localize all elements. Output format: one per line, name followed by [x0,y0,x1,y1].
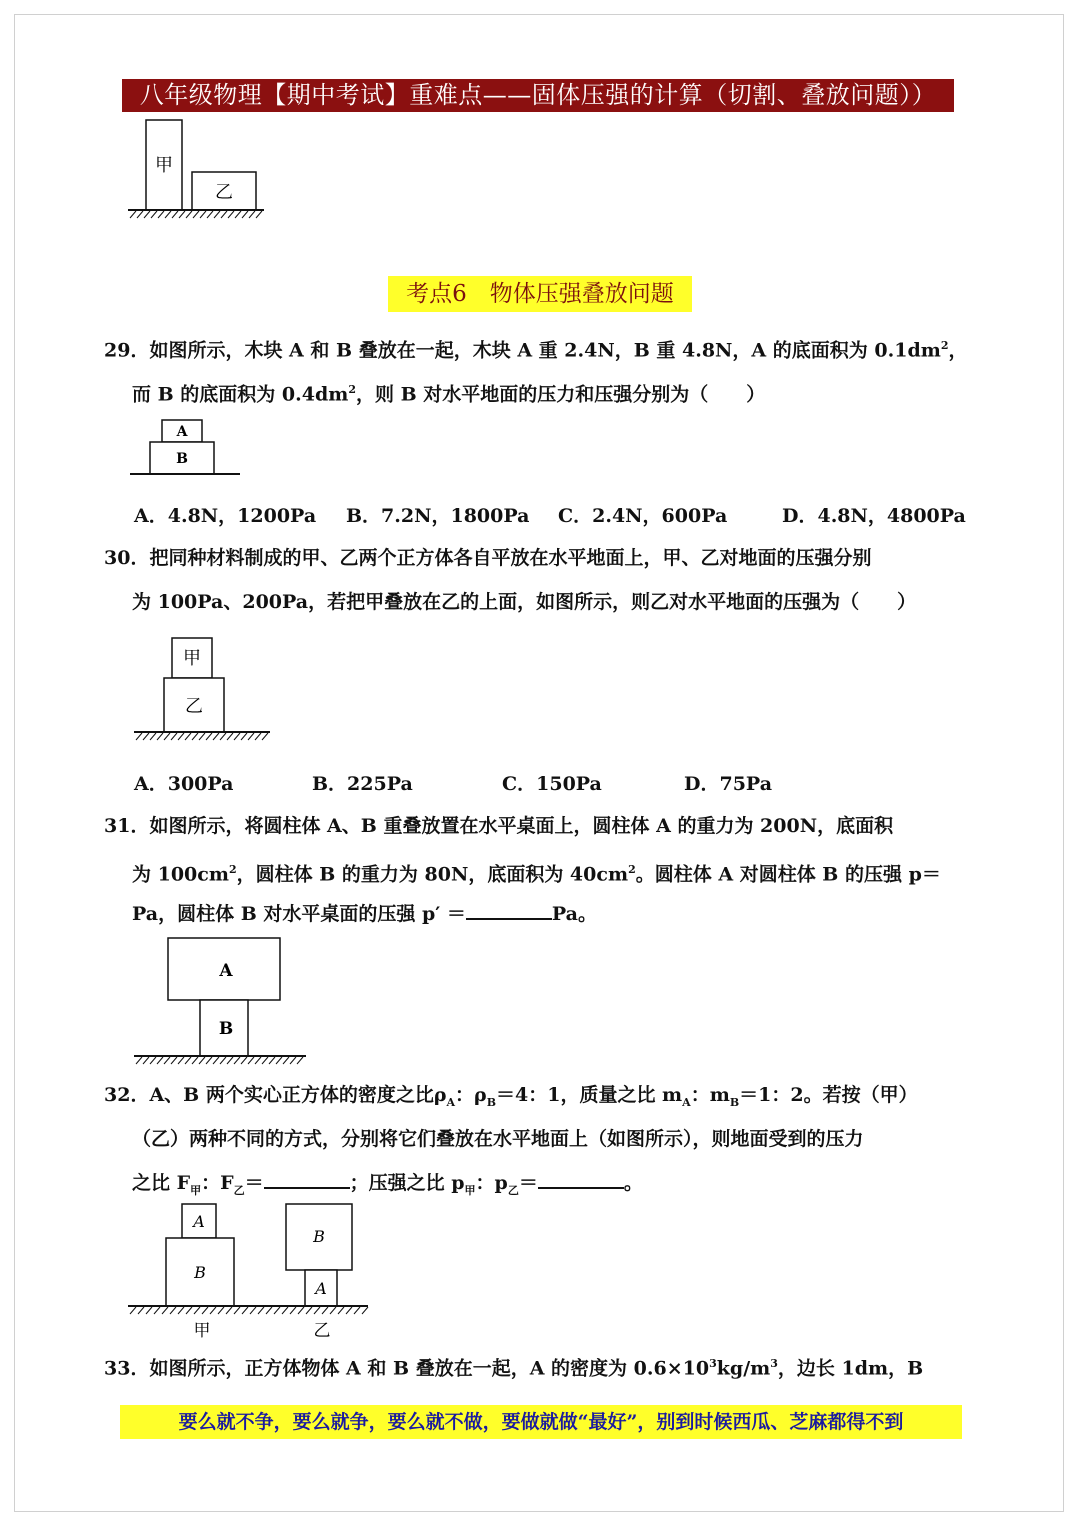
section-title: 考点6 物体压强叠放问题 [388,276,692,312]
q32-pressure-ratio-blank[interactable] [538,1167,624,1189]
q30-option-b[interactable]: B．225Pa [312,773,413,795]
top-figure [124,114,270,224]
q29-option-d[interactable]: D．4.8N，4800Pa [782,505,966,527]
q32-jia-b-label: B [194,1263,206,1282]
block-jia-label: 甲 [155,155,173,176]
q30-block-yi-label: 乙 [185,696,203,717]
q29-option-b[interactable]: B．7.2N，1800Pa [346,505,530,527]
q32-figure [124,1196,374,1342]
q29-options [134,501,980,531]
q30-block-jia-label: 甲 [183,648,201,669]
q31-cylinder-b-label: B [218,1019,234,1039]
q32-caption-yi: 乙 [313,1321,331,1341]
footer-motto: 要么就不争，要么就争，要么就不做，要做就做“最好”，别到时候西瓜、芝麻都得不到 [120,1405,962,1439]
q29-option-c[interactable]: C．2.4N，600Pa [558,505,728,527]
ground-hatch [130,211,262,218]
page-banner: 八年级物理【期中考试】重难点——固体压强的计算（切割、叠放问题）） [122,79,954,112]
q30-figure [130,634,276,748]
question-30: 30．把同种材料制成的甲、乙两个正方体各自平放在水平地面上，甲、乙对地面的压强分别 为 100Pa、200Pa，若把甲叠放在乙的上面，如图所示，则乙对水平地面的压强为（ ） [104,547,917,613]
question-33: 33．如图所示，正方体物体 A 和 B 叠放在一起，A 的密度为 $0.6\times 10^3kg/m^3$，边长 1dm，B [104,1357,924,1380]
q30-option-c[interactable]: C．150Pa [502,773,602,795]
q31-cylinder-a-label: A [219,961,233,981]
q30-option-d[interactable]: D．75Pa [684,773,773,795]
q30-option-a[interactable]: A．300Pa [134,773,234,795]
q29-block-b-label: B [176,451,188,467]
question-32: 32．A、B 两个实心正方体的密度之比$\rho_A$：$\rho_B=4$：1，质量之比 $m_A$：$m_B=1$：2。若按（甲） （乙）两种不同的方式，分别将它们叠放在水平地面上（如图所示），则地面受到的压力 之比 $F_甲$：$F_乙=$ ；压强之比 $p_甲$：$p_乙=$ 。 [104,1084,918,1197]
q29-figure [130,416,240,482]
q31-figure [130,934,310,1070]
q29-option-a[interactable]: A．4.8N，1200Pa [134,505,317,527]
q30-options [134,769,980,799]
q32-jia-a-label: A [193,1212,205,1231]
q32-yi-a-label: A [315,1279,327,1298]
q31-answer-blank[interactable] [466,898,552,920]
question-31: 31．如图所示，将圆柱体 A、B 重叠放置在水平桌面上，圆柱体 A 的重力为 200N，底面积 为 $100cm^2$，圆柱体 B 的重力为 80N，底面积为 $40cm^2$。圆柱体 A 对圆柱体 B 的压强 p＝ Pa，圆柱体 B 对水平桌面的压强 p′ ＝ Pa。 [104,815,941,925]
question-29: 29．如图所示，木块 A 和 B 叠放在一起，木块 A 重 2.4N，B 重 4.8N，A 的底面积为 $0.1dm^2$， 而 B 的底面积为 $0.4dm^2$，则 B 对水平地面的压力和压强分别为（ ） [104,339,968,406]
q32-yi-b-label: B [313,1227,325,1246]
block-yi-label: 乙 [215,182,233,203]
q29-block-a-label: A [176,424,188,440]
q32-force-ratio-blank[interactable] [264,1167,350,1189]
q32-caption-jia: 甲 [193,1321,211,1341]
